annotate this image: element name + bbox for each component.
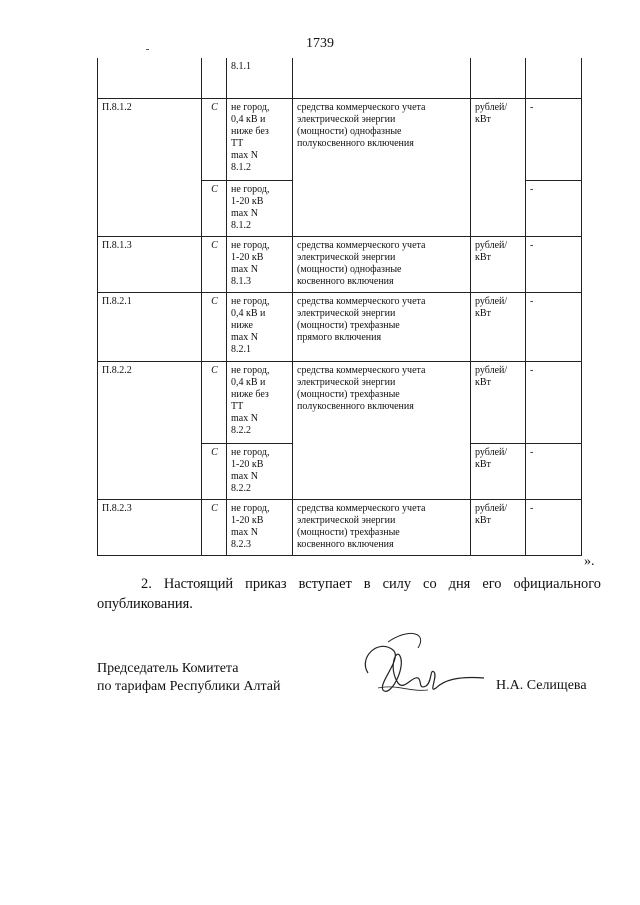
cell-conditions: не город, 0,4 кВ и ниже без ТТ max N 8.2.2 (227, 361, 293, 443)
cell-unit (471, 180, 526, 236)
tariff-table-body (98, 58, 582, 555)
cell-category (202, 58, 227, 98)
cell-value: - (526, 361, 582, 443)
cell-description: средства коммерческого учета электрической энергии (мощности) трехфазные полукосвенного включения (293, 361, 471, 443)
cell-unit: рублей/ кВт (471, 236, 526, 292)
signatory-title-line-2: по тарифам Республики Алтай (97, 679, 281, 694)
order-effective-paragraph: 2. Настоящий приказ вступает в силу со дня его официального опубликования. (97, 576, 601, 612)
closing-quote: ». (584, 554, 595, 569)
cell-code: П.8.2.3 (98, 499, 202, 555)
cell-unit (471, 58, 526, 98)
cell-conditions: не город, 1-20 кВ max N 8.2.2 (227, 443, 293, 499)
cell-category: С (202, 236, 227, 292)
cell-description (293, 443, 471, 499)
cell-description (293, 58, 471, 98)
table-row (98, 236, 582, 292)
cell-description (293, 180, 471, 236)
cell-category: С (202, 292, 227, 361)
table-row (98, 98, 582, 180)
signatory-name: Н.А. Селищева (496, 678, 587, 693)
handwritten-signature (348, 628, 488, 708)
cell-category: С (202, 499, 227, 555)
table-row (98, 361, 582, 443)
page-number: 1739 (306, 36, 334, 51)
cell-conditions: не город, 0,4 кВ и ниже max N 8.2.1 (227, 292, 293, 361)
cell-code: П.8.2.2 (98, 361, 202, 443)
cell-category: С (202, 180, 227, 236)
cell-description: средства коммерческого учета электрической энергии (мощности) трехфазные прямого включения (293, 292, 471, 361)
cell-unit: рублей/ кВт (471, 443, 526, 499)
cell-value: - (526, 443, 582, 499)
cell-value: - (526, 236, 582, 292)
cell-conditions: не город, 1-20 кВ max N 8.2.3 (227, 499, 293, 555)
cell-code (98, 443, 202, 499)
cell-unit: рублей/ кВт (471, 98, 526, 180)
cell-unit: рублей/ кВт (471, 361, 526, 443)
cell-category: С (202, 361, 227, 443)
cell-code: П.8.1.2 (98, 98, 202, 180)
cell-unit: рублей/ кВт (471, 499, 526, 555)
cell-code (98, 58, 202, 98)
cell-conditions: 8.1.1 (227, 58, 293, 98)
cell-description: средства коммерческого учета электрической энергии (мощности) однофазные полукосвенного включения (293, 98, 471, 180)
cell-value (526, 58, 582, 98)
table-row (98, 58, 582, 98)
cell-unit: рублей/ кВт (471, 292, 526, 361)
cell-description: средства коммерческого учета электрической энергии (мощности) однофазные косвенного включения (293, 236, 471, 292)
table-row (98, 180, 582, 236)
cell-code: П.8.2.1 (98, 292, 202, 361)
cell-value: - (526, 292, 582, 361)
cell-category: С (202, 443, 227, 499)
cell-code: П.8.1.3 (98, 236, 202, 292)
cell-category: С (202, 98, 227, 180)
cell-conditions: не город, 1-20 кВ max N 8.1.2 (227, 180, 293, 236)
table-row (98, 292, 582, 361)
scan-mark (146, 49, 149, 50)
table-row (98, 443, 582, 499)
table-row (98, 499, 582, 555)
tariff-table (97, 58, 582, 556)
signatory-title-line-1: Председатель Комитета (97, 661, 239, 676)
cell-conditions: не город, 1-20 кВ max N 8.1.3 (227, 236, 293, 292)
cell-description: средства коммерческого учета электрической энергии (мощности) трехфазные косвенного включения (293, 499, 471, 555)
cell-value: - (526, 499, 582, 555)
cell-code (98, 180, 202, 236)
signatory-title (97, 660, 280, 696)
cell-conditions: не город, 0,4 кВ и ниже без ТТ max N 8.1.2 (227, 98, 293, 180)
cell-value: - (526, 98, 582, 180)
cell-value: - (526, 180, 582, 236)
